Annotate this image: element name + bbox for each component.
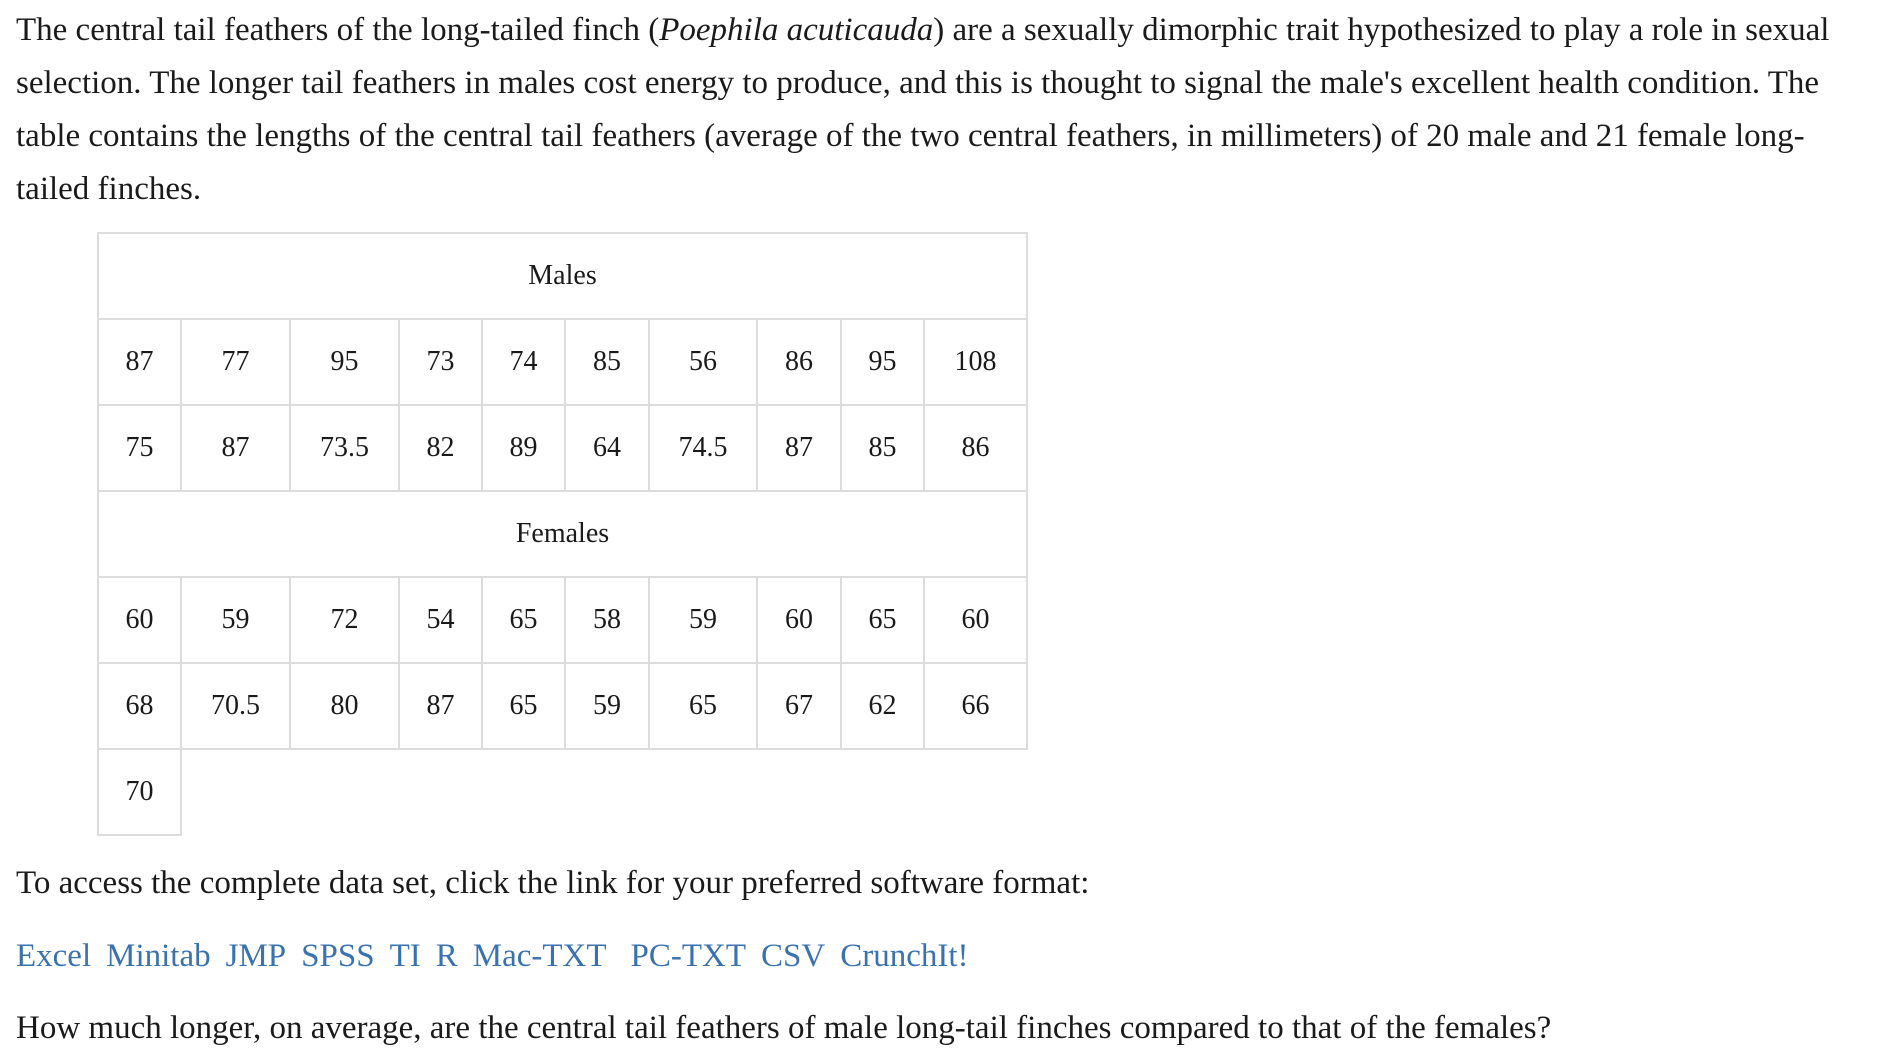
table-row — [98, 405, 1027, 491]
format-links — [16, 938, 984, 975]
table-cell: 74 — [482, 319, 565, 405]
table-cell: 65 — [482, 577, 565, 663]
table-row — [98, 749, 1027, 835]
table-cell: 60 — [757, 577, 841, 663]
intro-text-after: ) are a sexually dimorphic trait hypothesized to play a role in sexual selection. The longer tail feathers in males cost energy to produce, and this is thought to signal the male's excellent health condition. The table contains the lengths of the central tail feathers (average of the two central feathers, in millimeters) of 20 male and 21 female long-tailed finches. — [16, 12, 1830, 207]
link-mac-txt[interactable]: Mac-TXT — [472, 938, 607, 974]
table-cell: 86 — [757, 319, 841, 405]
table-cell: 85 — [565, 319, 649, 405]
link-r[interactable]: R — [435, 938, 458, 974]
males-header-row — [98, 233, 1027, 319]
link-ti[interactable]: TI — [389, 938, 421, 974]
table-row — [98, 319, 1027, 405]
link-pc-txt[interactable]: PC-TXT — [630, 938, 747, 974]
table-cell: 87 — [98, 319, 181, 405]
table-cell: 87 — [181, 405, 290, 491]
table-cell: 65 — [841, 577, 924, 663]
link-excel[interactable]: Excel — [16, 938, 92, 974]
link-minitab[interactable]: Minitab — [106, 938, 211, 974]
table-cell: 72 — [290, 577, 399, 663]
link-jmp[interactable]: JMP — [225, 938, 287, 974]
males-label: Males — [98, 233, 1027, 319]
table-cell: 56 — [649, 319, 757, 405]
table-cell: 95 — [290, 319, 399, 405]
problem-intro — [16, 4, 1866, 216]
table-cell: 60 — [924, 577, 1027, 663]
table-cell: 70.5 — [181, 663, 290, 749]
tail-feather-table — [97, 232, 1028, 836]
table-cell: 59 — [565, 663, 649, 749]
table-cell: 64 — [565, 405, 649, 491]
table-row — [98, 663, 1027, 749]
intro-text-before: The central tail feathers of the long-tailed finch ( — [16, 12, 660, 48]
link-spss[interactable]: SPSS — [301, 938, 375, 974]
table-cell: 74.5 — [649, 405, 757, 491]
females-header-row — [98, 491, 1027, 577]
females-label: Females — [98, 491, 1027, 577]
table-row — [98, 577, 1027, 663]
table-cell: 58 — [565, 577, 649, 663]
table-cell: 85 — [841, 405, 924, 491]
table-cell: 89 — [482, 405, 565, 491]
access-instructions: To access the complete data set, click the link for your preferred software format: — [16, 865, 1090, 901]
table-cell: 66 — [924, 663, 1027, 749]
table-cell: 59 — [181, 577, 290, 663]
table-cell: 62 — [841, 663, 924, 749]
table-cell: 80 — [290, 663, 399, 749]
table-cell: 70 — [98, 749, 181, 835]
table-cell: 82 — [399, 405, 482, 491]
table-cell: 67 — [757, 663, 841, 749]
table-cell: 87 — [757, 405, 841, 491]
table-cell: 87 — [399, 663, 482, 749]
table-cell: 77 — [181, 319, 290, 405]
table-cell: 95 — [841, 319, 924, 405]
empty-cell — [181, 749, 1027, 835]
link-csv[interactable]: CSV — [761, 938, 826, 974]
table-cell: 54 — [399, 577, 482, 663]
table-cell: 68 — [98, 663, 181, 749]
link-crunchit[interactable]: CrunchIt! — [840, 938, 969, 974]
table-cell: 73.5 — [290, 405, 399, 491]
table-cell: 86 — [924, 405, 1027, 491]
question-text: How much longer, on average, are the central tail feathers of male long-tail finches compared to that of the females? — [16, 1010, 1552, 1046]
table-cell: 73 — [399, 319, 482, 405]
table-cell: 60 — [98, 577, 181, 663]
table-cell: 65 — [649, 663, 757, 749]
table-cell: 75 — [98, 405, 181, 491]
table-cell: 108 — [924, 319, 1027, 405]
table-cell: 59 — [649, 577, 757, 663]
table-cell: 65 — [482, 663, 565, 749]
species-name: Poephila acuticauda — [659, 12, 934, 48]
